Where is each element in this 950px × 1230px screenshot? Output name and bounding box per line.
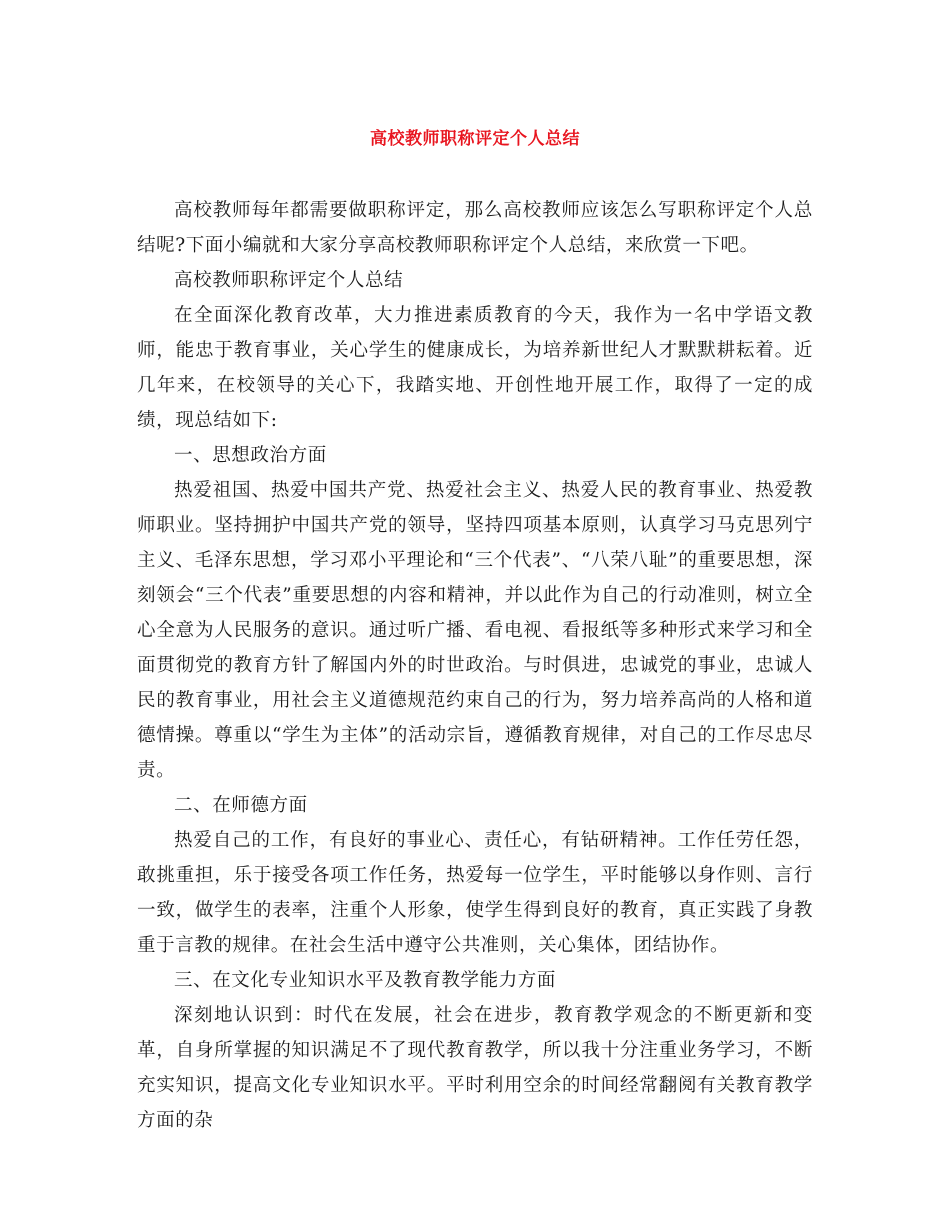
ethics-paragraph: 热爱自己的工作，有良好的事业心、责任心，有钻研精神。工作任劳任怨，敢挑重担，乐于接受各项工作任务，热爱每一位学生，平时能够以身作则、言行一致，做学生的表率，注重个人形象，使学生得到良好的教育，真正实践了身教重于言教的规律。在社会生活中遵守公共准则，关心集体，团结协作。 bbox=[137, 830, 813, 956]
document-title: 高校教师职称评定个人总结 bbox=[370, 129, 580, 149]
section-heading-knowledge: 三、在文化专业知识水平及教育教学能力方面 bbox=[174, 970, 557, 991]
knowledge-paragraph: 深刻地认识到：时代在发展，社会在进步，教育教学观念的不断更新和变革，自身所掌握的知识满足不了现代教育教学，所以我十分注重业务学习，不断充实知识，提高文化专业知识水平。平时利用空余的时间经常翻阅有关教育教学方面的杂 bbox=[137, 1005, 813, 1131]
politics-paragraph: 热爱祖国、热爱中国共产党、热爱社会主义、热爱人民的教育事业、热爱教师职业。坚持拥护中国共产党的领导，坚持四项基本原则，认真学习马克思列宁主义、毛泽东思想，学习邓小平理论和“三个代表”、“八荣八耻”的重要思想，深刻领会“三个代表”重要思想的内容和精神，并以此作为自己的行动准则，树立全心全意为人民服务的意识。通过听广播、看电视、看报纸等多种形式来学习和全面贯彻党的教育方针了解国内外的时世政治。与时俱进，忠诚党的事业，忠诚人民的教育事业，用社会主义道德规范约束自己的行为，努力培养高尚的人格和道德情操。尊重以“学生为主体”的活动宗旨，遵循教育规律，对自己的工作尽忠尽责。 bbox=[137, 480, 813, 781]
section-heading-politics: 一、思想政治方面 bbox=[174, 445, 327, 466]
subtitle-paragraph: 高校教师职称评定个人总结 bbox=[174, 270, 404, 291]
section-heading-ethics: 二、在师德方面 bbox=[174, 795, 308, 816]
intro-paragraph: 高校教师每年都需要做职称评定，那么高校教师应该怎么写职称评定个人总结呢?下面小编就和大家分享高校教师职称评定个人总结，来欣赏一下吧。 bbox=[137, 200, 813, 256]
opening-paragraph: 在全面深化教育改革，大力推进素质教育的今天，我作为一名中学语文教师，能忠于教育事业，关心学生的健康成长，为培养新世纪人才默默耕耘着。近几年来，在校领导的关心下，我踏实地、开创性地开展工作，取得了一定的成绩，现总结如下: bbox=[137, 305, 813, 431]
document-body bbox=[137, 193, 813, 1138]
